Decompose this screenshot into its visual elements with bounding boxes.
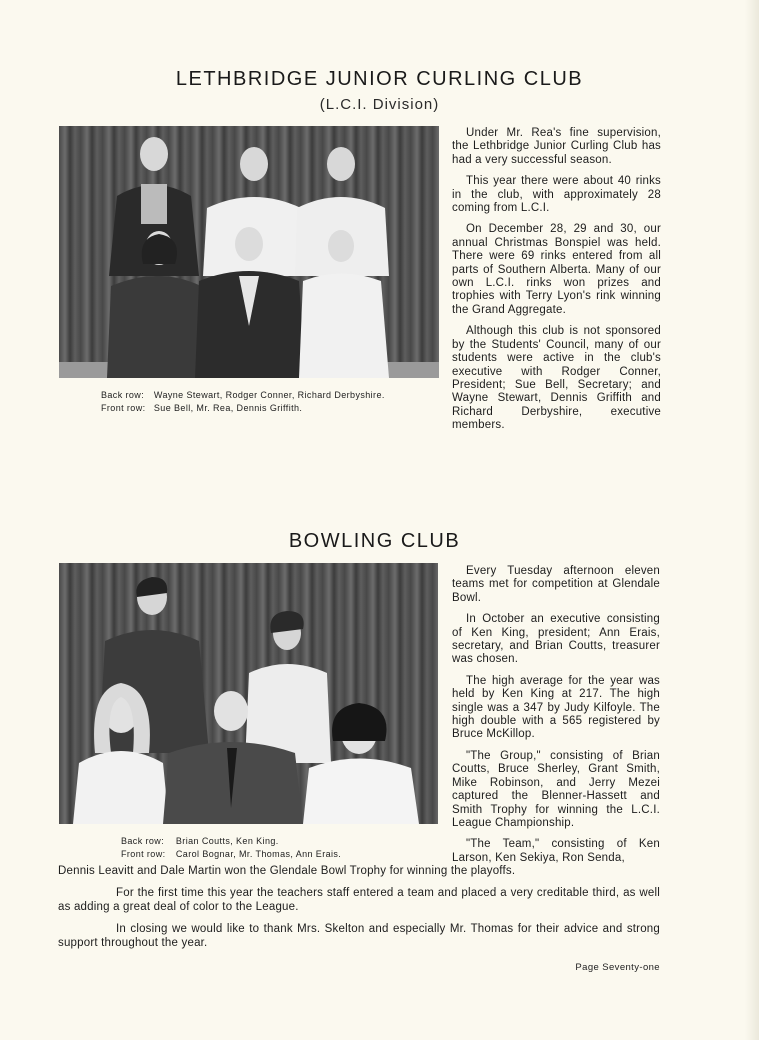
bowling-paragraph: "The Group," consisting of Brian Coutts, Bruce Sherley, Grant Smith, Mike Robinson, and Jerry Mezei captured the Blenner-Hassett and Smith Trophy for winning the L.C.I. League Championship. [452, 749, 660, 829]
caption-names: Brian Coutts, Ken King. [175, 836, 279, 846]
curling-subtitle: (L.C.I. Division) [319, 96, 440, 113]
bowling-caption-front [121, 847, 341, 861]
curling-article [452, 127, 661, 441]
page-number: Page Seventy-one [575, 962, 660, 973]
bowling-paragraph: In closing we would like to thank Mrs. Skelton and especially Mr. Thomas for their advice and strong support throughout the year. [58, 922, 660, 950]
curling-paragraph: Although this club is not sponsored by the Students' Council, many of our students were active in the club's executive with Rodger Conner, President; Sue Bell, Secretary; and Wayne Stewart, Dennis Griffith and Richard Derbyshire, executive members. [452, 325, 661, 432]
bowling-paragraph: In October an executive consisting of Ken King, president; Ann Erais, secretary, and Brian Coutts, treasurer was chosen. [452, 613, 660, 666]
bowling-paragraph: "The Team," consisting of Ken Larson, Ken Sekiya, Ron Senda, [452, 838, 660, 864]
curling-caption-back [101, 388, 385, 402]
caption-names: Wayne Stewart, Rodger Conner, Richard Derbyshire. [153, 390, 385, 400]
curling-paragraph: Under Mr. Rea's fine supervision, the Lethbridge Junior Curling Club has had a very successful season. [452, 127, 661, 166]
caption-label: Front row: [101, 403, 146, 413]
curling-group-photo [59, 126, 439, 378]
curling-title: LETHBRIDGE JUNIOR CURLING CLUB [175, 68, 584, 90]
caption-label: Front row: [121, 849, 166, 859]
bowling-paragraph: Every Tuesday afternoon eleven teams met for competition at Glendale Bowl. [452, 565, 660, 604]
caption-label: Back row: [121, 836, 165, 846]
bowling-article-continued [58, 864, 660, 951]
bowling-group-photo [59, 563, 438, 824]
bowling-caption-back [121, 834, 279, 848]
bowling-title: BOWLING CLUB [288, 530, 461, 552]
caption-label: Back row: [101, 390, 145, 400]
bowling-paragraph: Dennis Leavitt and Dale Martin won the Glendale Bowl Trophy for winning the playoffs. [58, 865, 516, 877]
bowling-article [452, 565, 660, 865]
curling-paragraph: On December 28, 29 and 30, our annual Christmas Bonspiel was held. There were 69 rinks entered from all parts of Southern Alberta. Many of our own L.C.I. rinks won prizes and trophies with Terry Lyon's rink winning the Grand Aggregate. [452, 223, 661, 316]
caption-names: Sue Bell, Mr. Rea, Dennis Griffith. [153, 403, 303, 413]
curling-paragraph: This year there were about 40 rinks in the club, with approximately 28 coming from L.C.I. [452, 175, 661, 215]
bowling-paragraph: The high average for the year was held by Ken King at 217. The high single was a 347 by Judy Kilfoyle. The high double with a 565 registered by Bruce McKillop. [452, 674, 660, 741]
curling-caption-front [101, 401, 302, 415]
bowling-paragraph: For the first time this year the teachers staff entered a team and placed a very creditable third, as well as adding a great deal of color to the League. [58, 886, 660, 914]
caption-names: Carol Bognar, Mr. Thomas, Ann Erais. [175, 849, 342, 859]
